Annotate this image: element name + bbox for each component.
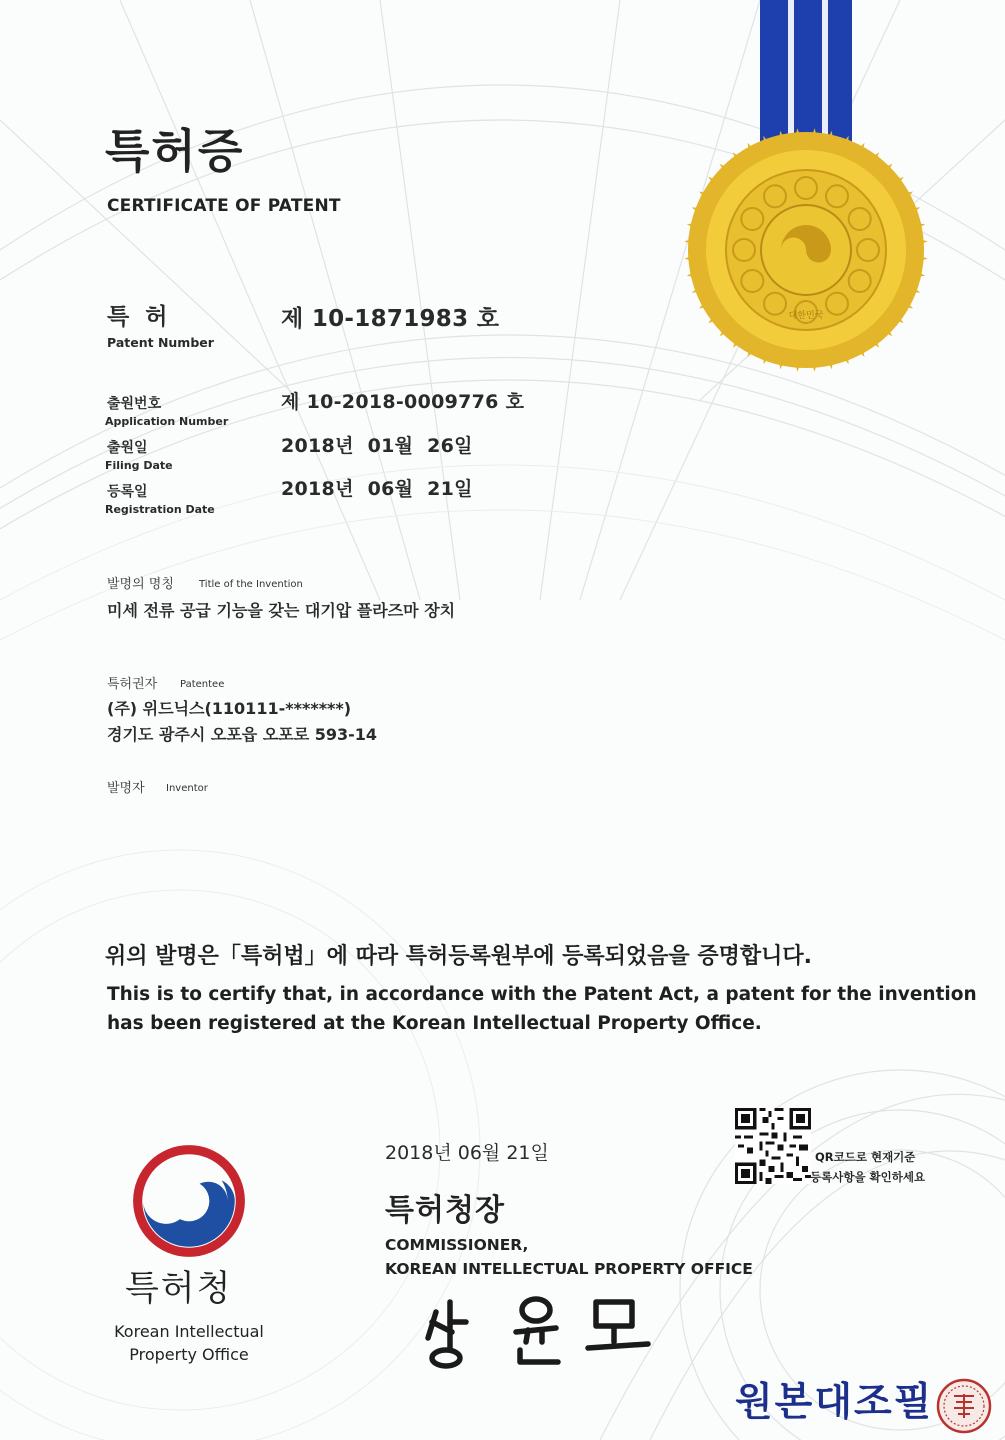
seal-text: 대한민국 bbox=[788, 311, 824, 321]
invention-label-en: Title of the Invention bbox=[199, 579, 303, 590]
office-name-en-line2: Property Office bbox=[129, 1345, 249, 1364]
filing-date-value: 2018년 01월 26일 bbox=[281, 435, 473, 457]
inventor-label-ko: 발명자 bbox=[107, 781, 145, 796]
registration-date-label-en: Registration Date bbox=[105, 503, 215, 516]
commissioner-signature bbox=[420, 1292, 660, 1370]
inventor-label-en: Inventor bbox=[166, 783, 208, 794]
commissioner-title-ko: 특허청장 bbox=[385, 1193, 505, 1228]
certification-text-en bbox=[107, 980, 977, 1038]
patent-number-label-en: Patent Number bbox=[107, 335, 214, 350]
certification-text-en-line2: has been registered at the Korean Intellectual Property Office. bbox=[107, 1013, 762, 1034]
commissioner-title-en-line2: KOREAN INTELLECTUAL PROPERTY OFFICE bbox=[385, 1260, 753, 1278]
red-seal-stamp bbox=[936, 1378, 992, 1434]
invention-title: 미세 전류 공급 기능을 갖는 대기압 플라즈마 장치 bbox=[107, 601, 456, 620]
patentee-label-en: Patentee bbox=[180, 679, 225, 690]
commissioner-title-en-line1: COMMISSIONER, bbox=[385, 1236, 529, 1254]
office-name-ko: 특허청 bbox=[125, 1269, 233, 1309]
qr-instruction-line1: QR코드로 현재기준 bbox=[815, 1150, 916, 1164]
patentee-label-ko: 특허권자 bbox=[107, 677, 158, 692]
patent-number-value: 제 10-1871983 호 bbox=[281, 306, 500, 332]
original-verified-stamp-text: 원본대조필 bbox=[735, 1379, 934, 1425]
gold-medal-seal bbox=[660, 0, 960, 380]
filing-date-label-en: Filing Date bbox=[105, 459, 173, 472]
qr-instruction-line2: 등록사항을 확인하세요 bbox=[810, 1170, 926, 1184]
registration-date-value: 2018년 06월 21일 bbox=[281, 478, 473, 500]
application-number-label-ko: 출원번호 bbox=[107, 396, 162, 412]
certification-text-en-line1: This is to certify that, in accordance with the Patent Act, a patent for the invention bbox=[107, 984, 977, 1005]
patent-number-label-ko: 특 허 bbox=[107, 304, 172, 330]
issue-date: 2018년 06월 21일 bbox=[385, 1142, 549, 1164]
kipo-taegeuk-logo bbox=[128, 1140, 250, 1262]
certification-text-ko: 위의 발명은「특허법」에 따라 특허등록원부에 등록되었음을 증명합니다. bbox=[105, 944, 812, 969]
certificate-title-en: CERTIFICATE OF PATENT bbox=[107, 196, 341, 216]
certificate-title-ko: 특허증 bbox=[105, 124, 245, 178]
application-number-value: 제 10-2018-0009776 호 bbox=[281, 391, 525, 413]
patentee-address: 경기도 광주시 오포읍 오포로 593-14 bbox=[107, 725, 378, 744]
application-number-label-en: Application Number bbox=[105, 415, 229, 428]
invention-label-ko: 발명의 명칭 bbox=[107, 577, 174, 592]
filing-date-label-ko: 출원일 bbox=[107, 440, 148, 456]
registration-date-label-ko: 등록일 bbox=[107, 484, 148, 500]
qr-code[interactable] bbox=[735, 1108, 811, 1184]
patentee-name: (주) 위드닉스(110111-*******) bbox=[107, 699, 352, 718]
office-name-en-line1: Korean Intellectual bbox=[114, 1322, 264, 1341]
